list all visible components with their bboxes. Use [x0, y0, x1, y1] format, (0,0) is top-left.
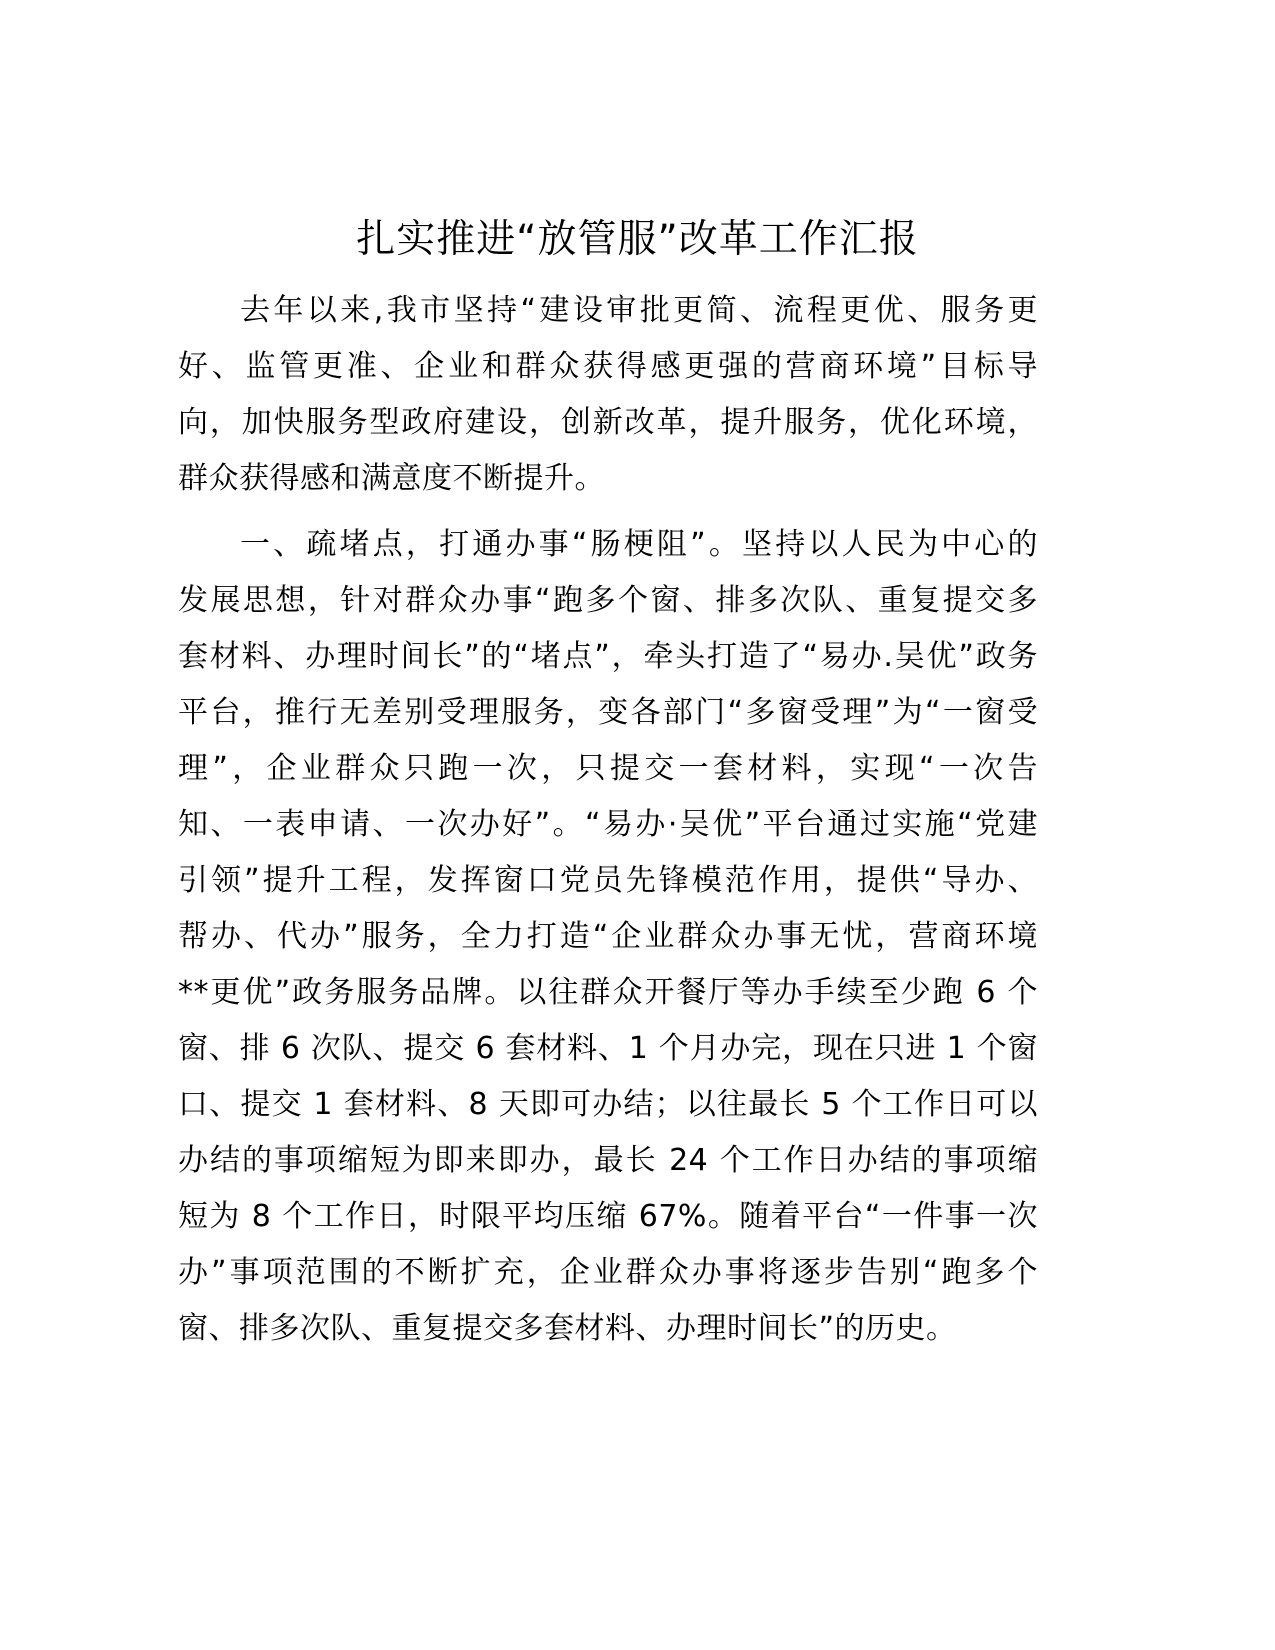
paragraph-line: 平台，推行无差别受理服务，变各部门“多窗受理”为“一窗受 [178, 695, 1038, 730]
paragraph-line: 帮办、代办”服务，全力打造“企业群众办事无忧，营商环境 [178, 919, 1038, 954]
paragraph-line: 窗、排 6 次队、提交 6 套材料、1 个月办完，现在只进 1 个窗 [178, 1031, 1038, 1066]
paragraph-line: 办结的事项缩短为即来即办，最长 24 个工作日办结的事项缩 [178, 1143, 1038, 1178]
paragraph-intro [178, 283, 1038, 507]
paragraph-line: 套材料、办理时间长”的“堵点”，牵头打造了“易办.吴优”政务 [178, 639, 1038, 674]
paragraph-line: 一、疏堵点，打通办事“肠梗阻”。坚持以人民为中心的 [240, 527, 1038, 562]
paragraph-line: **更优”政务服务品牌。以往群众开餐厅等办手续至少跑 6 个 [178, 975, 1038, 1010]
paragraph-line: 口、提交 1 套材料、8 天即可办结；以往最长 5 个工作日可以 [178, 1087, 1038, 1122]
paragraph-line: 群众获得感和满意度不断提升。 [178, 461, 605, 496]
paragraph-line: 窗、排多次队、重复提交多套材料、办理时间长”的历史。 [178, 1311, 957, 1346]
document-title: 扎实推进“放管服”改革工作汇报 [356, 217, 919, 262]
paragraph-line: 向，加快服务型政府建设，创新改革，提升服务，优化环境， [178, 405, 1038, 440]
paragraph-section-one [178, 517, 1038, 1357]
paragraph-line: 发展思想，针对群众办事“跑多个窗、排多次队、重复提交多 [178, 583, 1038, 618]
paragraph-line: 引领”提升工程，发挥窗口党员先锋模范作用，提供“导办、 [178, 863, 1038, 898]
paragraph-line: 知、一表申请、一次办好”。“易办·吴优”平台通过实施“党建 [178, 807, 1038, 842]
paragraph-line: 办”事项范围的不断扩充，企业群众办事将逐步告别“跑多个 [178, 1255, 1038, 1290]
paragraph-line: 理”，企业群众只跑一次，只提交一套材料，实现“一次告 [178, 751, 1038, 786]
paragraph-line: 去年以来,我市坚持“建设审批更简、流程更优、服务更 [240, 293, 1038, 328]
paragraph-line: 短为 8 个工作日，时限平均压缩 67%。随着平台“一件事一次 [178, 1199, 1038, 1234]
paragraph-line: 好、监管更准、企业和群众获得感更强的营商环境”目标导 [178, 349, 1038, 384]
